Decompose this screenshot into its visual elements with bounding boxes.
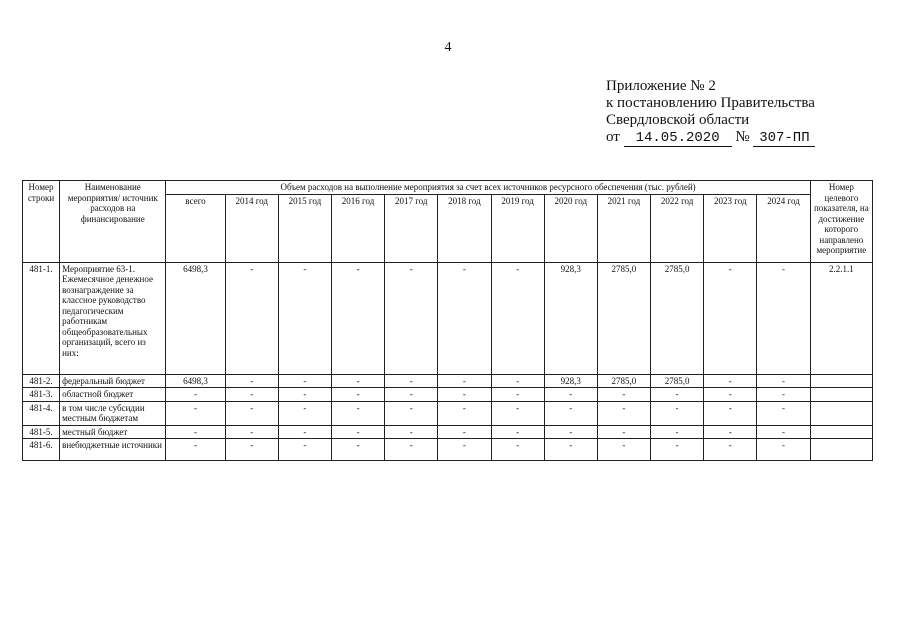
value-cell: - <box>544 425 597 439</box>
value-cell: - <box>491 401 544 425</box>
value-cell: - <box>331 401 384 425</box>
value-cell: - <box>331 388 384 402</box>
value-cell: - <box>278 425 331 439</box>
value-cell: - <box>385 374 438 388</box>
value-cell: - <box>597 401 650 425</box>
value-cell: - <box>491 425 544 439</box>
header-col: 2019 год <box>491 194 544 262</box>
value-cell: - <box>757 262 810 374</box>
row-number: 481-5. <box>23 425 60 439</box>
header-col: 2020 год <box>544 194 597 262</box>
header-target: Номер целевого показателя, на достижение которого направлено мероприятие <box>810 181 872 263</box>
value-cell: - <box>166 388 225 402</box>
row-name: федеральный бюджет <box>60 374 166 388</box>
appendix-date-line <box>606 129 815 147</box>
appendix-block <box>606 78 815 147</box>
value-cell: - <box>331 262 384 374</box>
value-cell: - <box>438 439 491 461</box>
value-cell: - <box>166 425 225 439</box>
value-cell: - <box>438 401 491 425</box>
header-col: 2021 год <box>597 194 650 262</box>
target-indicator <box>810 425 872 439</box>
value-cell: 6498,3 <box>166 262 225 374</box>
value-cell: - <box>757 425 810 439</box>
value-cell: 2785,0 <box>597 262 650 374</box>
value-cell: - <box>438 425 491 439</box>
value-cell: - <box>704 262 757 374</box>
value-cell: - <box>278 388 331 402</box>
value-cell: - <box>544 401 597 425</box>
value-cell: - <box>225 425 278 439</box>
value-cell: - <box>544 439 597 461</box>
value-cell: - <box>331 425 384 439</box>
value-cell: - <box>597 425 650 439</box>
header-col: 2018 год <box>438 194 491 262</box>
value-cell: - <box>278 401 331 425</box>
value-cell: - <box>166 439 225 461</box>
value-cell: - <box>757 401 810 425</box>
value-cell: 928,3 <box>544 374 597 388</box>
value-cell: - <box>331 439 384 461</box>
target-indicator <box>810 374 872 388</box>
value-cell: - <box>757 439 810 461</box>
value-cell: - <box>651 388 704 402</box>
value-cell: - <box>544 388 597 402</box>
value-cell: - <box>651 439 704 461</box>
header-name: Наименование мероприятия/ источник расходов на финансирование <box>60 181 166 263</box>
expenses-table <box>22 180 873 461</box>
header-col: всего <box>166 194 225 262</box>
header-col: 2014 год <box>225 194 278 262</box>
page-number: 4 <box>444 40 452 55</box>
row-name: Мероприятие 63-1. Ежемесячное денежное вознаграждение за классное руководство педагогическим работникам общеобразовательных организаций, всего из них: <box>60 262 166 374</box>
target-indicator <box>810 388 872 402</box>
value-cell: - <box>278 439 331 461</box>
decree-number: 307-ПП <box>753 131 815 147</box>
value-cell: - <box>278 374 331 388</box>
row-number: 481-3. <box>23 388 60 402</box>
value-cell: - <box>225 388 278 402</box>
value-cell: - <box>491 388 544 402</box>
number-prefix: № <box>735 129 750 145</box>
header-col: 2016 год <box>331 194 384 262</box>
value-cell: - <box>704 374 757 388</box>
value-cell: - <box>438 262 491 374</box>
value-cell: 2785,0 <box>651 262 704 374</box>
value-cell: - <box>225 374 278 388</box>
value-cell: - <box>278 262 331 374</box>
header-col: 2023 год <box>704 194 757 262</box>
target-indicator <box>810 401 872 425</box>
header-col: 2024 год <box>757 194 810 262</box>
value-cell: - <box>651 425 704 439</box>
value-cell: - <box>225 262 278 374</box>
row-number: 481-1. <box>23 262 60 374</box>
appendix-region: Свердловской области <box>606 112 750 128</box>
table-row <box>23 262 873 374</box>
header-col: 2017 год <box>385 194 438 262</box>
appendix-subtitle: к постановлению Правительства <box>606 95 815 111</box>
value-cell: - <box>757 388 810 402</box>
date-prefix: от <box>606 129 620 145</box>
value-cell: - <box>651 401 704 425</box>
decree-date: 14.05.2020 <box>624 131 732 147</box>
row-name: областной бюджет <box>60 388 166 402</box>
row-number: 481-4. <box>23 401 60 425</box>
value-cell: - <box>704 439 757 461</box>
value-cell: 928,3 <box>544 262 597 374</box>
value-cell: - <box>704 401 757 425</box>
value-cell: - <box>225 401 278 425</box>
header-col: 2022 год <box>651 194 704 262</box>
row-name: внебюджетные источники <box>60 439 166 461</box>
table-row <box>23 425 873 439</box>
value-cell: - <box>385 401 438 425</box>
value-cell: - <box>704 425 757 439</box>
value-cell: - <box>597 439 650 461</box>
value-cell: - <box>438 388 491 402</box>
table-row <box>23 388 873 402</box>
appendix-title: Приложение № 2 <box>606 78 716 94</box>
value-cell: - <box>385 388 438 402</box>
row-number: 481-6. <box>23 439 60 461</box>
value-cell: - <box>597 388 650 402</box>
target-indicator <box>810 439 872 461</box>
value-cell: 2785,0 <box>651 374 704 388</box>
value-cell: - <box>491 439 544 461</box>
value-cell: - <box>491 374 544 388</box>
target-indicator: 2.2.1.1 <box>810 262 872 374</box>
value-cell: - <box>385 262 438 374</box>
value-cell: - <box>757 374 810 388</box>
value-cell: - <box>385 425 438 439</box>
value-cell: - <box>491 262 544 374</box>
value-cell: - <box>704 388 757 402</box>
value-cell: - <box>331 374 384 388</box>
header-expenses-group: Объем расходов на выполнение мероприятия за счет всех источников ресурсного обеспечения (тыс. рублей) <box>166 181 810 195</box>
value-cell: - <box>166 401 225 425</box>
value-cell: 2785,0 <box>597 374 650 388</box>
header-row-number: Номер строки <box>23 181 60 263</box>
value-cell: - <box>438 374 491 388</box>
value-cell: 6498,3 <box>166 374 225 388</box>
table-row <box>23 439 873 461</box>
table-row <box>23 374 873 388</box>
table-row <box>23 401 873 425</box>
row-name: в том числе субсидии местным бюджетам <box>60 401 166 425</box>
value-cell: - <box>385 439 438 461</box>
row-name: местный бюджет <box>60 425 166 439</box>
header-col: 2015 год <box>278 194 331 262</box>
value-cell: - <box>225 439 278 461</box>
row-number: 481-2. <box>23 374 60 388</box>
